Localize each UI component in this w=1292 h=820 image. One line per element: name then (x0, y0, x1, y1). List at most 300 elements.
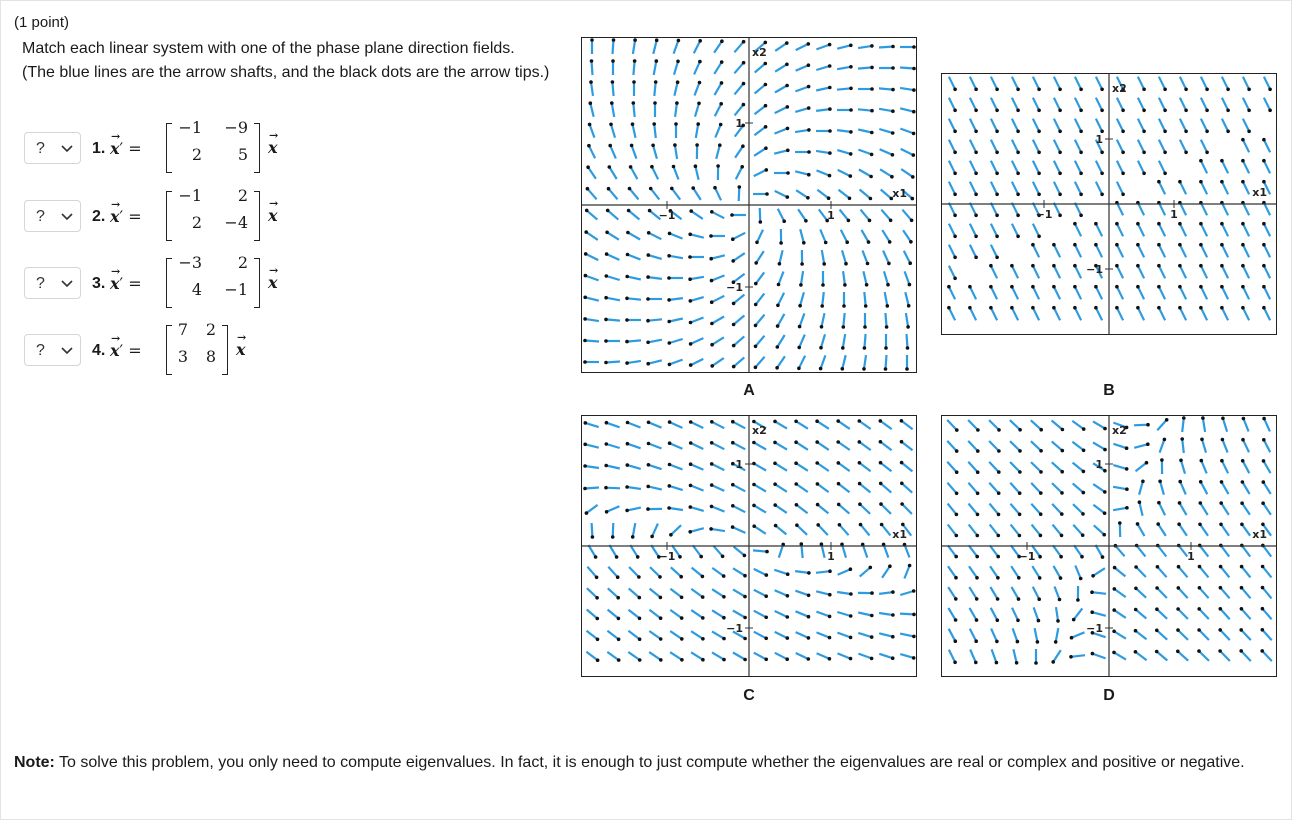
arrow-tip (947, 306, 951, 310)
arrow-tip (673, 143, 677, 147)
arrow-tip (1100, 151, 1104, 155)
arrow-tip (674, 122, 678, 126)
panel-label-c: C (743, 687, 755, 704)
arrow-tip (1142, 130, 1146, 134)
arrow-tip (1082, 449, 1086, 453)
arrow-tip (667, 506, 671, 510)
answer-select-3[interactable] (24, 267, 81, 299)
arrow-tip (974, 639, 978, 643)
arrow-tip (891, 590, 895, 594)
arrow-tip (1240, 586, 1244, 590)
direction-field-svg (941, 415, 1277, 677)
arrow-tip (1184, 88, 1188, 92)
arrow-tip (1155, 650, 1159, 654)
arrow-tip (1205, 151, 1209, 155)
arrow-tip (1241, 180, 1245, 184)
arrow-tip (701, 575, 705, 579)
arrow-tip (1091, 652, 1095, 656)
arrow-tip (754, 261, 758, 265)
arrow-tip (1262, 480, 1266, 484)
arrow-tip (720, 60, 724, 64)
arrow-tip (1039, 534, 1043, 538)
arrow-tip (1112, 630, 1116, 634)
arrow-tip (858, 440, 862, 444)
arrow-tip (1262, 243, 1266, 247)
arrow-tip (1221, 417, 1225, 421)
arrow-tip (869, 566, 873, 570)
arrow-tip (742, 103, 746, 107)
arrow-tip (866, 262, 870, 266)
arrow-tip (870, 131, 874, 135)
arrow-tip (1136, 306, 1140, 310)
arrow-tip (1121, 109, 1125, 113)
arrow-tip (1261, 523, 1265, 527)
arrow-tip (953, 277, 957, 281)
arrow-tip (1220, 243, 1224, 247)
arrow-tip (1115, 306, 1119, 310)
arrow-tip (1058, 109, 1062, 113)
arrow-tip (845, 240, 849, 244)
arrow-tip (773, 441, 777, 445)
matrix-entry-bl: 4 (191, 280, 202, 299)
arrow-tip (732, 365, 736, 369)
arrow-tip (953, 214, 957, 218)
arrow-tip (689, 321, 693, 325)
arrow-tip (1178, 243, 1182, 247)
arrow-tip (1061, 449, 1065, 453)
arrow-tip (779, 241, 783, 245)
arrow-tip (1016, 151, 1020, 155)
arrow-tip (1142, 151, 1146, 155)
arrow-tip (743, 616, 747, 620)
arrow-tip (828, 151, 832, 155)
equation-number: 4. (92, 342, 106, 359)
axis-label-x1: x1 (1252, 186, 1267, 199)
arrow-tip (1146, 423, 1150, 427)
arrow-tip (646, 297, 650, 301)
arrow-tip (701, 595, 705, 599)
arrow-tip (953, 172, 957, 176)
arrow-tip (1178, 480, 1182, 484)
arrow-tip (1134, 587, 1138, 591)
select-value: ? (36, 342, 45, 359)
arrow-shaft (606, 362, 620, 363)
arrow-tip (741, 144, 745, 148)
arrow-tip (828, 129, 832, 133)
arrow-shaft (654, 82, 655, 96)
arrow-tip (1136, 243, 1140, 247)
arrow-tip (1226, 130, 1230, 134)
arrow-shaft (864, 292, 865, 306)
arrow-tip (862, 367, 866, 371)
arrow-tip (609, 123, 613, 127)
arrow-tip (773, 503, 777, 507)
tick-label-neg1-y: −1 (726, 281, 743, 294)
arrow-tip (976, 492, 980, 496)
arrow-tip (1010, 264, 1014, 268)
arrow-tip (1163, 172, 1167, 176)
arrow-tip (1038, 555, 1042, 559)
arrow-tip (786, 195, 790, 199)
direction-field-a (581, 37, 917, 378)
arrow-tip (995, 640, 999, 644)
tick-label-pos1-y: 1 (1095, 458, 1103, 471)
tick-label-neg1-y: −1 (1086, 622, 1103, 635)
arrow-tip (1121, 172, 1125, 176)
arrow-tip (807, 615, 811, 619)
arrow-tip (1125, 467, 1129, 471)
arrow-tip (1094, 243, 1098, 247)
arrow-tip (816, 482, 820, 486)
arrow-tip (646, 362, 650, 366)
answer-select-2[interactable] (24, 200, 81, 232)
arrow-tip (912, 132, 916, 136)
arrow-tip (891, 66, 895, 70)
arrow-tip (1094, 222, 1098, 226)
arrow-tip (754, 366, 758, 370)
arrow-tip (659, 658, 663, 662)
arrow-tip (647, 421, 651, 425)
arrow-tip (1262, 285, 1266, 289)
arrow-tip (891, 153, 895, 157)
arrow-tip (867, 240, 871, 244)
arrow-tip (1058, 172, 1062, 176)
arrow-tip (1241, 306, 1245, 310)
arrow-tip (858, 502, 862, 506)
arrow-shaft (606, 319, 620, 320)
arrow-tip (863, 325, 867, 329)
arrow-tip (1241, 138, 1245, 142)
arrow-tip (879, 482, 883, 486)
arrow-tip (1177, 586, 1181, 590)
arrow-tip (626, 231, 630, 235)
arrow-tip (1163, 109, 1167, 113)
arrow-tip (701, 616, 705, 620)
matrix-entry-tl: −3 (178, 253, 202, 272)
arrow-tip (1134, 608, 1138, 612)
arrow-tip (625, 485, 629, 489)
arrow-tip (1177, 565, 1181, 569)
arrow-tip (605, 510, 609, 514)
arrow-tip (947, 285, 951, 289)
arrow-tip (828, 107, 832, 111)
arrow-tip (1220, 285, 1224, 289)
arrow-tip (732, 344, 736, 348)
arrow-tip (1073, 243, 1077, 247)
arrow-shaft (627, 298, 641, 299)
arrow-tip (997, 534, 1001, 538)
matrix-entry-tr: 2 (205, 320, 216, 339)
arrow-tip (912, 45, 916, 49)
arrow-tip (775, 366, 779, 370)
arrow-tip (891, 131, 895, 135)
arrow-tip (754, 324, 758, 328)
arrow-tip (668, 463, 672, 467)
arrow-tip (820, 325, 824, 329)
arrow-tip (795, 503, 799, 507)
arrow-tip (604, 318, 608, 322)
arrow-tip (584, 421, 588, 425)
arrow-tip (996, 576, 1000, 580)
arrow-shaft (739, 187, 740, 201)
arrow-shaft (760, 208, 761, 222)
arrow-tip (1261, 628, 1265, 632)
arrow-tip (626, 253, 630, 257)
arrow-tip (849, 567, 853, 571)
arrow-tip (1163, 130, 1167, 134)
arrow-tip (610, 101, 614, 105)
arrow-tip (584, 252, 588, 256)
arrow-tip (680, 596, 684, 600)
arrow-tip (589, 80, 593, 84)
arrow-tip (626, 463, 630, 467)
arrow-tip (1125, 506, 1129, 510)
arrow-tip (828, 174, 832, 178)
arrow-tip (652, 122, 656, 126)
arrow-tip (608, 144, 612, 148)
arrow-tip (1157, 501, 1161, 505)
matrix-entry-br: −1 (224, 280, 248, 299)
arrow-shaft (900, 68, 914, 69)
arrow-tip (828, 657, 832, 661)
arrow-tip (633, 38, 637, 42)
arrow-tip (976, 534, 980, 538)
arrow-shaft (864, 334, 865, 348)
arrow-tip (731, 462, 735, 466)
arrow-tip (953, 151, 957, 155)
arrow-tip (743, 637, 747, 641)
arrow-tip (1260, 649, 1264, 653)
arrow-tip (807, 128, 811, 132)
arrow-tip (583, 339, 587, 343)
arrow-tip (879, 419, 883, 423)
arrow-tip (849, 152, 853, 156)
arrow-tip (1268, 88, 1272, 92)
arrow-tip (586, 165, 590, 169)
arrow-tip (1017, 576, 1021, 580)
matrix-entry-tl: −1 (178, 186, 202, 205)
arrow-tip (975, 618, 979, 622)
arrow-tip (583, 360, 587, 364)
arrow-shaft (1134, 425, 1148, 426)
arrow-tip (764, 637, 768, 641)
arrow-tip (912, 656, 916, 660)
coefficient-matrix (166, 118, 260, 173)
arrow-tip (1039, 491, 1043, 495)
arrow-tip (870, 153, 874, 157)
arrow-tip (891, 88, 895, 92)
arrow-tip (1240, 565, 1244, 569)
arrow-tip (1037, 597, 1041, 601)
arrow-tip (1198, 523, 1202, 527)
arrow-tip (1241, 159, 1245, 163)
arrow-shaft (879, 47, 893, 48)
arrow-tip (637, 575, 641, 579)
arrow-tip (1037, 109, 1041, 113)
arrow-tip (594, 555, 598, 559)
arrow-tip (752, 441, 756, 445)
arrow-tip (1058, 214, 1062, 218)
arrow-tip (604, 339, 608, 343)
arrow-tip (1079, 193, 1083, 197)
tick-label-neg1-x: −1 (1018, 550, 1036, 563)
arrow-tip (1262, 180, 1266, 184)
arrow-tip (1059, 576, 1063, 580)
direction-field-b (941, 73, 1277, 340)
arrow-tip (1016, 214, 1020, 218)
arrow-tip (794, 420, 798, 424)
arrow-shaft (879, 88, 893, 89)
arrow-tip (616, 596, 620, 600)
arrow-tip (688, 277, 692, 281)
arrow-tip (607, 187, 611, 191)
arrow-tip (701, 637, 705, 641)
arrow-tip (710, 420, 714, 424)
arrow-tip (720, 81, 724, 85)
arrow-tip (1199, 285, 1203, 289)
arrow-tip (995, 214, 999, 218)
arrow-tip (786, 105, 790, 109)
arrow-tip (710, 441, 714, 445)
arrow-shaft (858, 109, 872, 110)
arrow-tip (1197, 628, 1201, 632)
arrow-shaft (900, 614, 914, 615)
matrix-entry-bl: 2 (191, 145, 202, 164)
arrow-tip (907, 304, 911, 308)
arrow-tip (647, 253, 651, 257)
arrow-tip (731, 259, 735, 263)
arrow-tip (638, 596, 642, 600)
arrow-tip (1157, 243, 1161, 247)
arrow-tip (807, 42, 811, 46)
arrow-tip (1219, 586, 1223, 590)
matrix-entry-tr: 2 (237, 186, 248, 205)
arrow-tip (1112, 608, 1116, 612)
arrow-tip (1037, 193, 1041, 197)
arrow-tip (870, 614, 874, 618)
arrow-tip (617, 617, 621, 621)
arrow-tip (1115, 285, 1119, 289)
arrow-tip (1052, 264, 1056, 268)
arrow-tip (989, 306, 993, 310)
arrow-tip (968, 306, 972, 310)
arrow-tip (1261, 565, 1265, 569)
answer-select-4[interactable] (24, 334, 81, 366)
equation-rhs: → x (268, 197, 279, 225)
note-body: To solve this problem, you only need to compute eigenvalues. In fact, it is enough to just compute whether the eigenvalues are real or complex and positive or negative. (54, 754, 1245, 771)
arrow-tip (1218, 628, 1222, 632)
arrow-tip (1080, 555, 1084, 559)
arrow-tip (589, 101, 593, 105)
arrow-tip (605, 274, 609, 278)
arrow-tip (1219, 607, 1223, 611)
arrow-tip (844, 262, 848, 266)
arrow-tip (841, 346, 845, 350)
arrow-tip (849, 636, 853, 640)
tick-label-pos1-x: 1 (1170, 208, 1178, 221)
arrow-tip (586, 187, 590, 191)
arrow-tip (1199, 306, 1203, 310)
arrow-tip (1220, 159, 1224, 163)
arrow-tip (689, 363, 693, 367)
arrow-tip (627, 209, 631, 213)
arrow-tip (1177, 522, 1181, 526)
arrow-tip (738, 185, 742, 189)
arrow-tip (1142, 88, 1146, 92)
arrow-tip (1016, 88, 1020, 92)
arrow-tip (996, 597, 1000, 601)
arrow-tip (819, 367, 823, 371)
arrow-tip (1103, 448, 1107, 452)
arrow-tip (1100, 172, 1104, 176)
arrow-tip (1199, 264, 1203, 268)
axis-label-x2: x2 (752, 46, 767, 59)
arrow-tip (630, 144, 634, 148)
arrow-tip (786, 615, 790, 619)
arrow-tip (721, 555, 725, 559)
arrow-tip (1018, 534, 1022, 538)
arrow-tip (1036, 640, 1040, 644)
arrow-tip (1070, 636, 1074, 640)
arrow-tip (776, 304, 780, 308)
arrow-tip (974, 151, 978, 155)
arrow-tip (807, 657, 811, 661)
arrow-tip (596, 638, 600, 642)
arrow-tip (689, 420, 693, 424)
arrow-tip (659, 637, 663, 641)
answer-select-1[interactable] (24, 132, 81, 164)
arrow-tip (1155, 607, 1159, 611)
arrow-tip (722, 637, 726, 641)
arrow-tip (1199, 222, 1203, 226)
arrow-tip (632, 101, 636, 105)
arrow-tip (625, 340, 629, 344)
arrow-tip (1081, 533, 1085, 537)
arrow-tip (795, 523, 799, 527)
arrow-tip (1073, 285, 1077, 289)
arrow-tip (974, 130, 978, 134)
arrow-tip (1134, 565, 1138, 569)
arrow-tip (885, 325, 889, 329)
arrow-tip (1031, 285, 1035, 289)
arrow-tip (583, 317, 587, 321)
arrow-tip (1184, 151, 1188, 155)
arrow-tip (1079, 577, 1083, 581)
arrow-tip (754, 345, 758, 349)
arrow-tip (955, 428, 959, 432)
arrow-tip (815, 440, 819, 444)
arrow-tip (583, 443, 587, 447)
matrix-entry-br: 5 (237, 145, 248, 164)
arrow-tip (1010, 306, 1014, 310)
arrow-tip (1199, 243, 1203, 247)
arrow-tip (689, 441, 693, 445)
arrow-tip (785, 63, 789, 67)
arrow-tip (912, 67, 916, 71)
select-value: ? (36, 275, 45, 292)
arrow-tip (709, 527, 713, 531)
arrow-tip (667, 254, 671, 258)
arrow-tip (888, 564, 892, 568)
equation-rhs: → x (236, 331, 247, 359)
arrow-tip (955, 449, 959, 453)
arrow-tip (837, 503, 841, 507)
arrow-tip (870, 657, 874, 661)
chevron-down-icon (61, 145, 73, 153)
arrow-tip (669, 533, 673, 537)
arrow-tip (807, 150, 811, 154)
arrow-tip (828, 593, 832, 597)
